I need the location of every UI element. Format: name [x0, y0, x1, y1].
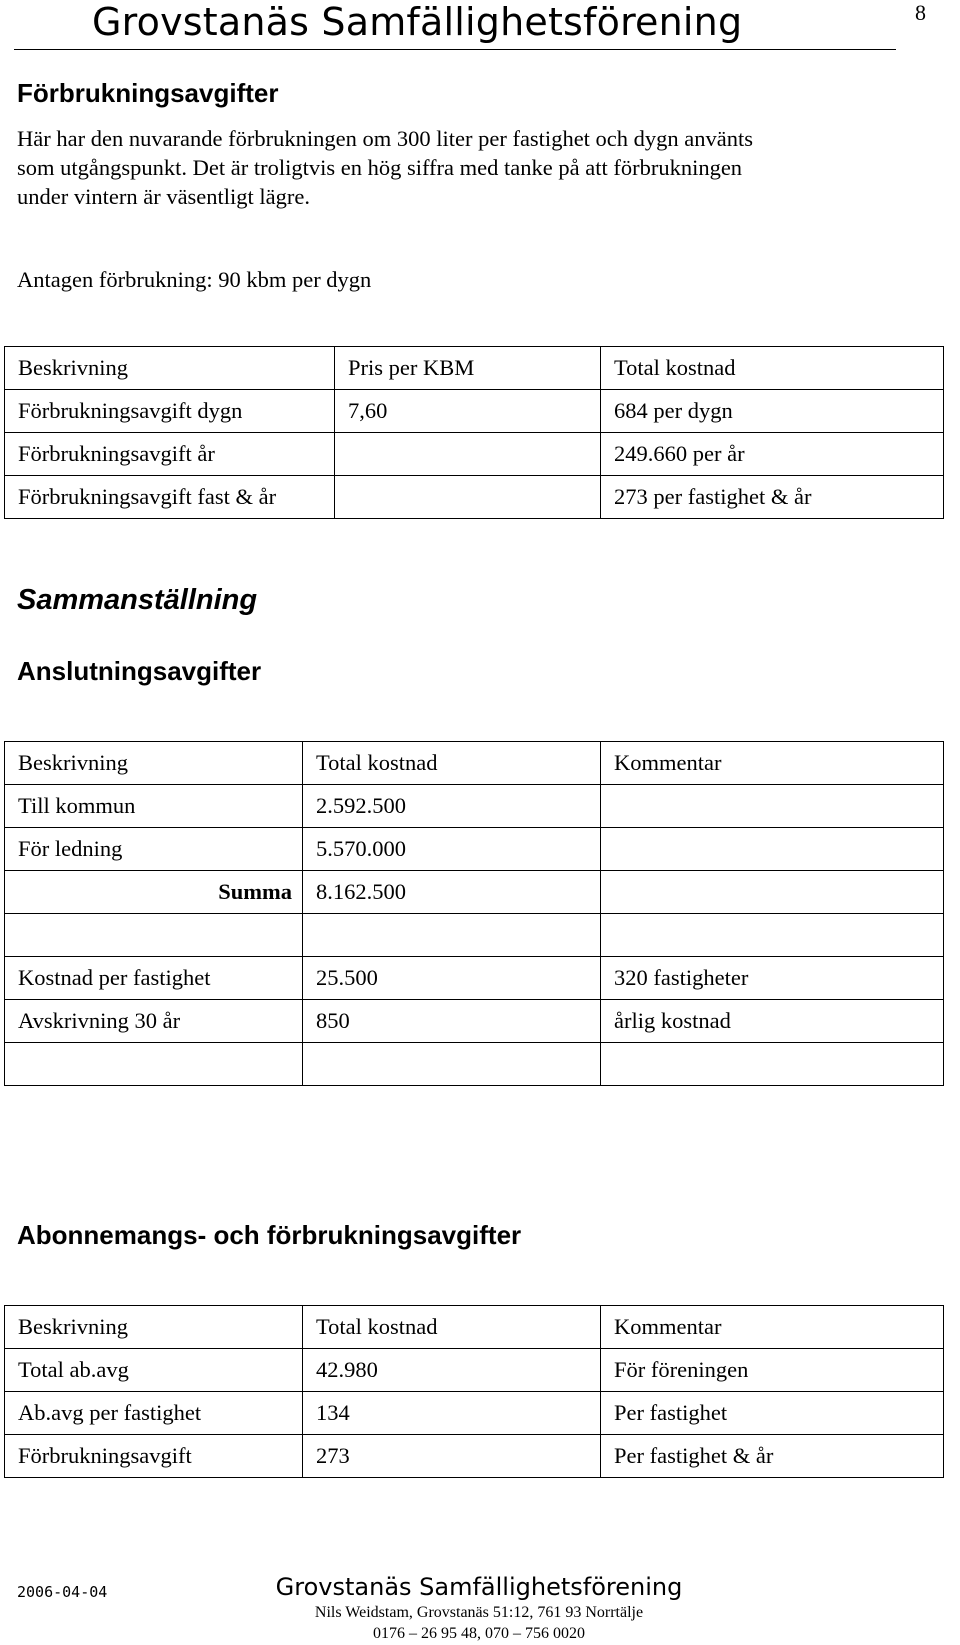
table-cell	[335, 476, 601, 519]
table-row	[5, 785, 944, 828]
table-row	[5, 1435, 944, 1478]
table-cell: 134	[303, 1392, 601, 1435]
table-cell	[601, 828, 944, 871]
table-cell: 25.500	[303, 957, 601, 1000]
table-cell: Total ab.avg	[5, 1349, 303, 1392]
table-cell: Förbrukningsavgift år	[5, 433, 335, 476]
summa-label: Summa	[5, 871, 303, 914]
section-heading-forbrukningsavgifter: Förbrukningsavgifter	[17, 78, 279, 108]
section-heading-sammanstallning: Sammanställning	[17, 584, 258, 616]
table-header-row	[5, 347, 944, 390]
table-cell	[303, 914, 601, 957]
paragraph-line-1: Här har den nuvarande förbrukningen om 300 liter per fastighet och dygn använts	[17, 126, 754, 151]
table-cell: Förbrukningsavgift fast & år	[5, 476, 335, 519]
table-row	[5, 957, 944, 1000]
table-cell: Per fastighet & år	[601, 1435, 944, 1478]
table-cell: Förbrukningsavgift	[5, 1435, 303, 1478]
table-cell	[601, 871, 944, 914]
table-row	[5, 476, 944, 519]
table-header-cell: Total kostnad	[303, 742, 601, 785]
page-number: 8	[915, 0, 926, 25]
table-cell: årlig kostnad	[601, 1000, 944, 1043]
table-cell	[5, 1043, 303, 1086]
table-cell: Till kommun	[5, 785, 303, 828]
footer-date: 2006-04-04	[17, 1583, 108, 1601]
table-cell: För ledning	[5, 828, 303, 871]
table-cell: Kostnad per fastighet	[5, 957, 303, 1000]
table-header-row	[5, 742, 944, 785]
table-empty-row	[5, 914, 944, 957]
subheading-anslutningsavgifter: Anslutningsavgifter	[17, 656, 262, 686]
connection-fee-table	[4, 741, 944, 1086]
table-row	[5, 390, 944, 433]
table-row	[5, 1000, 944, 1043]
subscription-fee-table	[4, 1305, 944, 1478]
table-row	[5, 1349, 944, 1392]
table-cell	[601, 785, 944, 828]
table-row	[5, 433, 944, 476]
table-cell: 273 per fastighet & år	[601, 476, 944, 519]
table-cell: 42.980	[303, 1349, 601, 1392]
table-cell	[303, 1043, 601, 1086]
table-cell: 320 fastigheter	[601, 957, 944, 1000]
table-cell: 7,60	[335, 390, 601, 433]
table-cell	[601, 914, 944, 957]
consumption-fee-table	[4, 346, 944, 519]
table-cell: Per fastighet	[601, 1392, 944, 1435]
table-cell: För föreningen	[601, 1349, 944, 1392]
table-cell: Ab.avg per fastighet	[5, 1392, 303, 1435]
footer-phone: 0176 – 26 95 48, 070 – 756 0020	[373, 1625, 585, 1642]
paragraph-line-2: som utgångspunkt. Det är troligtvis en hög siffra med tanke på att förbrukningen	[17, 155, 743, 180]
table-cell: 2.592.500	[303, 785, 601, 828]
table-summary-row	[5, 871, 944, 914]
table-cell: Förbrukningsavgift dygn	[5, 390, 335, 433]
table-row	[5, 828, 944, 871]
table-header-cell: Total kostnad	[303, 1306, 601, 1349]
table-header-cell: Total kostnad	[601, 347, 944, 390]
table-header-row	[5, 1306, 944, 1349]
table-header-cell: Beskrivning	[5, 742, 303, 785]
table-header-cell: Beskrivning	[5, 1306, 303, 1349]
table-cell	[335, 433, 601, 476]
table-cell: 5.570.000	[303, 828, 601, 871]
table-cell: 850	[303, 1000, 601, 1043]
section-heading-abonnemangsavgifter: Abonnemangs- och förbrukningsavgifter	[17, 1220, 522, 1250]
footer-organization: Grovstanäs Samfällighetsförening	[275, 1573, 683, 1601]
table-cell: 684 per dygn	[601, 390, 944, 433]
table-cell	[5, 914, 303, 957]
paragraph-line-3: under vintern är väsentligt lägre.	[17, 184, 311, 209]
table-header-cell: Pris per KBM	[335, 347, 601, 390]
table-row	[5, 1392, 944, 1435]
table-cell: 273	[303, 1435, 601, 1478]
table-header-cell: Beskrivning	[5, 347, 335, 390]
header-divider	[14, 49, 896, 50]
table-header-cell: Kommentar	[601, 1306, 944, 1349]
table-cell	[601, 1043, 944, 1086]
assumption-text: Antagen förbrukning: 90 kbm per dygn	[17, 267, 372, 292]
table-cell: 249.660 per år	[601, 433, 944, 476]
summa-value: 8.162.500	[303, 871, 601, 914]
table-cell: Avskrivning 30 år	[5, 1000, 303, 1043]
table-empty-row	[5, 1043, 944, 1086]
document-header-title: Grovstanäs Samfällighetsförening	[92, 0, 743, 44]
table-header-cell: Kommentar	[601, 742, 944, 785]
footer-address: Nils Weidstam, Grovstanäs 51:12, 761 93 Norrtälje	[314, 1604, 644, 1621]
